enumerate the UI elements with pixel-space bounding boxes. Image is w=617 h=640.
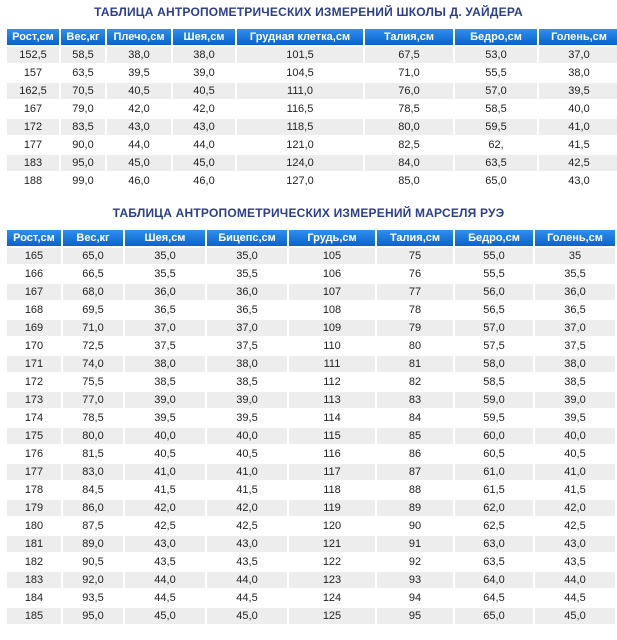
table-cell: 40,5	[535, 446, 615, 462]
table-row	[7, 302, 615, 318]
table-header-row	[7, 29, 617, 45]
table-cell: 42,5	[207, 518, 287, 534]
table-cell: 123	[289, 572, 375, 588]
table-cell: 114	[289, 410, 375, 426]
table-cell: 92	[377, 554, 453, 570]
table-cell: 41,5	[535, 482, 615, 498]
table-cell: 45,0	[125, 608, 205, 624]
table-cell: 83,0	[63, 464, 123, 480]
table-cell: 65,0	[455, 608, 533, 624]
table-cell: 66,5	[63, 266, 123, 282]
table-cell: 173	[7, 392, 61, 408]
table-cell: 152,5	[7, 47, 59, 63]
table-row	[7, 536, 615, 552]
table-row	[7, 554, 615, 570]
table-cell: 188	[7, 173, 59, 189]
table-cell: 84	[377, 410, 453, 426]
table-row	[7, 119, 617, 135]
table-row	[7, 428, 615, 444]
table-cell: 124	[289, 590, 375, 606]
table-cell: 44,0	[207, 572, 287, 588]
table-cell: 38,0	[207, 356, 287, 372]
table-cell: 81	[377, 356, 453, 372]
table-cell: 162,5	[7, 83, 59, 99]
table-row	[7, 338, 615, 354]
table-cell: 88	[377, 482, 453, 498]
table-cell: 116,5	[237, 101, 363, 117]
table-cell: 60,0	[455, 428, 533, 444]
table-row	[7, 320, 615, 336]
table-cell: 41,5	[207, 482, 287, 498]
table-cell: 57,0	[455, 83, 537, 99]
table-cell: 94	[377, 590, 453, 606]
table-row	[7, 65, 617, 81]
table-cell: 79,0	[61, 101, 105, 117]
table-cell: 115	[289, 428, 375, 444]
table-cell: 37,0	[125, 320, 205, 336]
table-cell: 74,0	[63, 356, 123, 372]
table-cell: 72,5	[63, 338, 123, 354]
table-cell: 64,5	[455, 590, 533, 606]
table-cell: 171	[7, 356, 61, 372]
table-cell: 35	[535, 248, 615, 264]
table-row	[7, 173, 617, 189]
rue-table-title: ТАБЛИЦА АНТРОПОМЕТРИЧЕСКИХ ИЗМЕРЕНИЙ МАРСЕЛЯ РУЭ	[112, 206, 505, 220]
table-cell: 41,0	[539, 119, 617, 135]
table-cell: 166	[7, 266, 61, 282]
table-cell: 81,5	[63, 446, 123, 462]
table-cell: 43,0	[207, 536, 287, 552]
table-cell: 39,5	[207, 410, 287, 426]
table-cell: 104,5	[237, 65, 363, 81]
column-header: Вес,кг	[61, 29, 105, 45]
table-cell: 122	[289, 554, 375, 570]
table-cell: 111,0	[237, 83, 363, 99]
table-cell: 95	[377, 608, 453, 624]
table-cell: 182	[7, 554, 61, 570]
table-cell: 176	[7, 446, 61, 462]
table-cell: 87,5	[63, 518, 123, 534]
table-cell: 79	[377, 320, 453, 336]
table-cell: 39,0	[535, 392, 615, 408]
table-cell: 56,5	[455, 302, 533, 318]
table-cell: 121	[289, 536, 375, 552]
table-cell: 57,0	[455, 320, 533, 336]
table-row	[7, 590, 615, 606]
table-row	[7, 284, 615, 300]
table-cell: 36,5	[125, 302, 205, 318]
table-cell: 93,5	[63, 590, 123, 606]
table-cell: 39,5	[125, 410, 205, 426]
table-cell: 174	[7, 410, 61, 426]
table-cell: 44,5	[535, 590, 615, 606]
table-cell: 39,0	[173, 65, 235, 81]
column-header: Плечо,см	[107, 29, 171, 45]
table-row	[7, 101, 617, 117]
table-cell: 110	[289, 338, 375, 354]
table-cell: 68,0	[63, 284, 123, 300]
table-cell: 80	[377, 338, 453, 354]
table-cell: 177	[7, 464, 61, 480]
table-cell: 75	[377, 248, 453, 264]
table-cell: 45,0	[207, 608, 287, 624]
table-cell: 85	[377, 428, 453, 444]
table-cell: 86	[377, 446, 453, 462]
table-cell: 36,0	[207, 284, 287, 300]
table-cell: 42,5	[539, 155, 617, 171]
table-cell: 169	[7, 320, 61, 336]
table-cell: 41,5	[539, 137, 617, 153]
table-cell: 64,0	[455, 572, 533, 588]
table-cell: 90	[377, 518, 453, 534]
table-cell: 112	[289, 374, 375, 390]
table-cell: 120	[289, 518, 375, 534]
table-cell: 89,0	[63, 536, 123, 552]
table-cell: 58,0	[455, 356, 533, 372]
table-cell: 55,5	[455, 266, 533, 282]
table-cell: 63,5	[455, 155, 537, 171]
table-cell: 44,0	[173, 137, 235, 153]
table-cell: 118	[289, 482, 375, 498]
column-header: Бедро,см	[455, 230, 533, 246]
table-cell: 37,5	[535, 338, 615, 354]
table-row	[7, 356, 615, 372]
table-cell: 76	[377, 266, 453, 282]
table-row	[7, 518, 615, 534]
table-cell: 44,5	[207, 590, 287, 606]
table-row	[7, 500, 615, 516]
table-cell: 36,5	[207, 302, 287, 318]
table-cell: 168	[7, 302, 61, 318]
table-row	[7, 47, 617, 63]
table-cell: 39,5	[535, 410, 615, 426]
table-cell: 41,5	[125, 482, 205, 498]
table-cell: 35,5	[125, 266, 205, 282]
table-cell: 38,0	[173, 47, 235, 63]
table-cell: 80,0	[365, 119, 453, 135]
table-cell: 59,5	[455, 410, 533, 426]
table-cell: 40,0	[125, 428, 205, 444]
table-cell: 78,5	[63, 410, 123, 426]
table-cell: 39,5	[539, 83, 617, 99]
table-cell: 40,5	[125, 446, 205, 462]
column-header: Талия,см	[377, 230, 453, 246]
table-row	[7, 137, 617, 153]
table-cell: 87	[377, 464, 453, 480]
table-cell: 39,5	[107, 65, 171, 81]
table-cell: 59,0	[455, 392, 533, 408]
table-cell: 63,0	[455, 536, 533, 552]
column-header: Голень,см	[539, 29, 617, 45]
table-cell: 57,5	[455, 338, 533, 354]
column-header: Рост,см	[7, 230, 61, 246]
table-cell: 65,0	[63, 248, 123, 264]
table-cell: 181	[7, 536, 61, 552]
table-cell: 125	[289, 608, 375, 624]
table-cell: 35,5	[535, 266, 615, 282]
table-cell: 93	[377, 572, 453, 588]
table-cell: 58,5	[455, 374, 533, 390]
table-cell: 178	[7, 482, 61, 498]
table-cell: 42,0	[207, 500, 287, 516]
table-cell: 43,0	[107, 119, 171, 135]
column-header: Рост,см	[7, 29, 59, 45]
table-cell: 127,0	[237, 173, 363, 189]
table-cell: 37,5	[125, 338, 205, 354]
column-header: Бицепс,см	[207, 230, 287, 246]
table-cell: 183	[7, 572, 61, 588]
table-cell: 42,0	[173, 101, 235, 117]
table-cell: 82,5	[365, 137, 453, 153]
table-cell: 35,0	[207, 248, 287, 264]
table-cell: 43,0	[173, 119, 235, 135]
table-cell: 38,0	[107, 47, 171, 63]
table-cell: 56,0	[455, 284, 533, 300]
table-cell: 40,5	[173, 83, 235, 99]
table-cell: 38,0	[535, 356, 615, 372]
table-cell: 62,5	[455, 518, 533, 534]
table-cell: 45,0	[535, 608, 615, 624]
table-cell: 42,0	[535, 500, 615, 516]
column-header: Шея,см	[173, 29, 235, 45]
table-row	[7, 446, 615, 462]
table-cell: 38,0	[539, 65, 617, 81]
table-cell: 45,0	[107, 155, 171, 171]
column-header: Вес,кг	[63, 230, 123, 246]
table-cell: 124,0	[237, 155, 363, 171]
table-cell: 76,0	[365, 83, 453, 99]
table-cell: 63,5	[455, 554, 533, 570]
table-cell: 84,0	[365, 155, 453, 171]
table-row	[7, 572, 615, 588]
table-cell: 46,0	[107, 173, 171, 189]
table-cell: 83,5	[61, 119, 105, 135]
table-cell: 172	[7, 374, 61, 390]
table-cell: 61,5	[455, 482, 533, 498]
table-cell: 107	[289, 284, 375, 300]
table-cell: 180	[7, 518, 61, 534]
table-cell: 39,0	[125, 392, 205, 408]
table-cell: 71,0	[63, 320, 123, 336]
table-cell: 43,5	[207, 554, 287, 570]
table-cell: 53,0	[455, 47, 537, 63]
table-cell: 42,0	[125, 500, 205, 516]
table-cell: 40,0	[535, 428, 615, 444]
table-cell: 43,5	[535, 554, 615, 570]
table-cell: 117	[289, 464, 375, 480]
table-cell: 83	[377, 392, 453, 408]
table-cell: 43,0	[535, 536, 615, 552]
table-row	[7, 410, 615, 426]
column-header: Грудная клетка,см	[237, 29, 363, 45]
table-cell: 65,0	[455, 173, 537, 189]
table-cell: 77,0	[63, 392, 123, 408]
table-cell: 89	[377, 500, 453, 516]
table-cell: 170	[7, 338, 61, 354]
table-cell: 109	[289, 320, 375, 336]
wider-table-title: ТАБЛИЦА АНТРОПОМЕТРИЧЕСКИХ ИЗМЕРЕНИЙ ШКОЛЫ Д. УАЙДЕРА	[94, 5, 523, 19]
table-cell: 44,0	[535, 572, 615, 588]
table-cell: 84,5	[63, 482, 123, 498]
table-cell: 183	[7, 155, 59, 171]
column-header: Талия,см	[365, 29, 453, 45]
table-cell: 177	[7, 137, 59, 153]
table-cell: 184	[7, 590, 61, 606]
table-row	[7, 392, 615, 408]
table-cell: 118,5	[237, 119, 363, 135]
table-cell: 37,0	[539, 47, 617, 63]
table-cell: 91	[377, 536, 453, 552]
table-cell: 36,5	[535, 302, 615, 318]
table-cell: 85,0	[365, 173, 453, 189]
column-header: Голень,см	[535, 230, 615, 246]
table-cell: 77	[377, 284, 453, 300]
table-cell: 70,5	[61, 83, 105, 99]
table-cell: 58,5	[455, 101, 537, 117]
table-cell: 75,5	[63, 374, 123, 390]
table-cell: 90,0	[61, 137, 105, 153]
table-cell: 105	[289, 248, 375, 264]
table-cell: 38,5	[535, 374, 615, 390]
table-cell: 45,0	[173, 155, 235, 171]
table-cell: 40,0	[207, 428, 287, 444]
table-cell: 37,5	[207, 338, 287, 354]
table-cell: 38,0	[125, 356, 205, 372]
table-cell: 46,0	[173, 173, 235, 189]
table-cell: 95,0	[63, 608, 123, 624]
rue-measurements-table	[5, 228, 617, 626]
wider-measurements-table	[5, 27, 617, 191]
table-cell: 179	[7, 500, 61, 516]
table-cell: 121,0	[237, 137, 363, 153]
table-row	[7, 464, 615, 480]
table-row	[7, 266, 615, 282]
table-cell: 90,5	[63, 554, 123, 570]
column-header: Грудь,см	[289, 230, 375, 246]
table-cell: 157	[7, 65, 59, 81]
table-cell: 167	[7, 101, 59, 117]
table-cell: 86,0	[63, 500, 123, 516]
table-cell: 78	[377, 302, 453, 318]
table-cell: 67,5	[365, 47, 453, 63]
table-cell: 55,0	[455, 248, 533, 264]
table-cell: 101,5	[237, 47, 363, 63]
table-cell: 99,0	[61, 173, 105, 189]
table-cell: 71,0	[365, 65, 453, 81]
table-cell: 43,0	[539, 173, 617, 189]
table-cell: 108	[289, 302, 375, 318]
table-cell: 172	[7, 119, 59, 135]
table-cell: 116	[289, 446, 375, 462]
table-cell: 113	[289, 392, 375, 408]
column-header: Шея,см	[125, 230, 205, 246]
table-cell: 41,0	[535, 464, 615, 480]
column-header: Бедро,см	[455, 29, 537, 45]
table-cell: 38,5	[125, 374, 205, 390]
table-cell: 41,0	[125, 464, 205, 480]
table-row	[7, 608, 615, 624]
table-cell: 61,0	[455, 464, 533, 480]
table-cell: 60,5	[455, 446, 533, 462]
table-cell: 92,0	[63, 572, 123, 588]
table-cell: 59,5	[455, 119, 537, 135]
table-cell: 58,5	[61, 47, 105, 63]
table-cell: 35,0	[125, 248, 205, 264]
table-cell: 55,5	[455, 65, 537, 81]
table-cell: 40,5	[207, 446, 287, 462]
table-cell: 37,0	[207, 320, 287, 336]
table-cell: 165	[7, 248, 61, 264]
table-cell: 119	[289, 500, 375, 516]
table-cell: 40,5	[107, 83, 171, 99]
table-cell: 43,0	[125, 536, 205, 552]
table-cell: 62,	[455, 137, 537, 153]
table-cell: 175	[7, 428, 61, 444]
table-cell: 69,5	[63, 302, 123, 318]
table-cell: 111	[289, 356, 375, 372]
table-cell: 44,0	[107, 137, 171, 153]
table-cell: 106	[289, 266, 375, 282]
table-cell: 42,0	[107, 101, 171, 117]
table-cell: 62,0	[455, 500, 533, 516]
table-cell: 40,0	[539, 101, 617, 117]
table-row	[7, 83, 617, 99]
table-cell: 35,5	[207, 266, 287, 282]
table-cell: 36,0	[535, 284, 615, 300]
table-cell: 37,0	[535, 320, 615, 336]
table-cell: 44,5	[125, 590, 205, 606]
table-cell: 82	[377, 374, 453, 390]
table-row	[7, 248, 615, 264]
table-cell: 39,0	[207, 392, 287, 408]
table-cell: 42,5	[535, 518, 615, 534]
table-cell: 44,0	[125, 572, 205, 588]
table-header-row	[7, 230, 615, 246]
table-cell: 42,5	[125, 518, 205, 534]
table-row	[7, 482, 615, 498]
table-cell: 36,0	[125, 284, 205, 300]
table-cell: 63,5	[61, 65, 105, 81]
table-cell: 185	[7, 608, 61, 624]
table-cell: 41,0	[207, 464, 287, 480]
table-row	[7, 374, 615, 390]
table-cell: 167	[7, 284, 61, 300]
table-cell: 95,0	[61, 155, 105, 171]
table-cell: 80,0	[63, 428, 123, 444]
table-row	[7, 155, 617, 171]
table-cell: 43,5	[125, 554, 205, 570]
table-cell: 38,5	[207, 374, 287, 390]
table-cell: 78,5	[365, 101, 453, 117]
